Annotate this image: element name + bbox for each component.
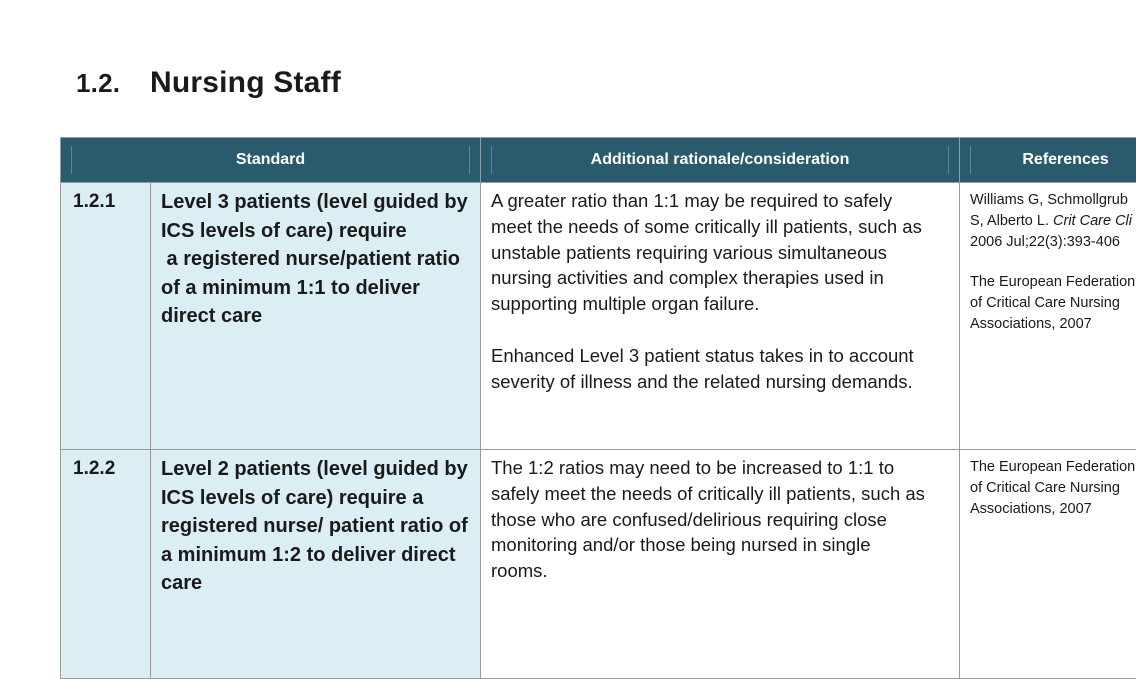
table-header-row — [61, 138, 1136, 183]
header-references: References — [960, 138, 1136, 183]
section-number: 1.2. — [76, 68, 150, 99]
standard-number: 1.2.1 — [61, 183, 151, 450]
reference-entry: The European Federation of Critical Care Nursing Associations, 2007 — [970, 272, 1136, 334]
standards-table — [60, 137, 1136, 679]
standard-text: Level 3 patients (level guided by ICS levels of care) require a registered nurse/patient ratio of a minimum 1:1 to deliver direct care — [151, 183, 481, 450]
section-title: Nursing Staff — [150, 66, 341, 99]
standard-number: 1.2.2 — [61, 450, 151, 679]
table-row — [61, 183, 1136, 450]
table-row — [61, 450, 1136, 679]
header-standard: Standard — [61, 138, 481, 183]
standard-text: Level 2 patients (level guided by ICS levels of care) require a registered nurse/ patient ratio of a minimum 1:2 to deliver direct care — [151, 450, 481, 679]
rationale-paragraph: The 1:2 ratios may need to be increased to 1:1 to safely meet the needs of critically ill patients, such as those who are confused/delirious requiring close monitoring and/or those being nursed in single rooms. — [491, 455, 951, 584]
references-text — [960, 450, 1136, 679]
rationale-paragraph: Enhanced Level 3 patient status takes in to account severity of illness and the related nursing demands. — [491, 343, 951, 395]
references-text — [960, 183, 1136, 450]
rationale-paragraph: A greater ratio than 1:1 may be required to safely meet the needs of some critically ill patients, such as unstable patients requiring various simultaneous nursing activities and complex therapies used in supporting multiple organ failure. — [491, 188, 951, 317]
rationale-text — [481, 450, 960, 679]
section-heading — [76, 66, 341, 100]
header-rationale: Additional rationale/consideration — [481, 138, 960, 183]
reference-entry: The European Federation of Critical Care Nursing Associations, 2007 — [970, 457, 1136, 519]
rationale-text — [481, 183, 960, 450]
reference-entry: Williams G, Schmollgrub S, Alberto L. Crit Care Cli 2006 Jul;22(3):393-406 — [970, 190, 1136, 252]
